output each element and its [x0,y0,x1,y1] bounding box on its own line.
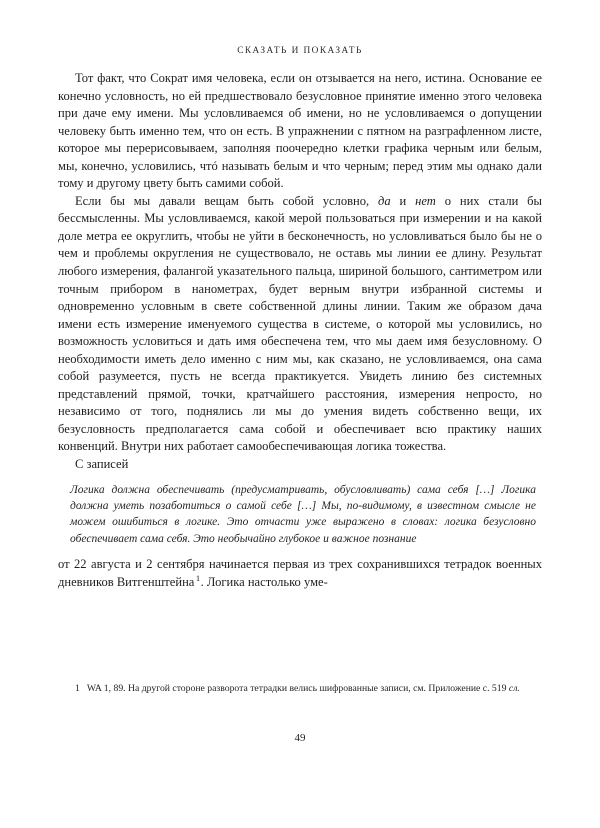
paragraph-1: Тот факт, что Сократ имя человека, если он отзывается на него, истина. Основание ее конечно условность, но ей предшествовало безусловное принятие именно этого человека при даче ему имени. Мы условливаемся об имени, но не условливаемся о допущении человеку быть именно тем, что он есть. В упражнении с пятном на разграфленном листе, которое мы перерисовываем, заполняя поочередно клетки графика черным или белым, мы, конечно, условились, чтó называть белым и что черным; перед этим мы однако дали тому и другому цвету быть самими собой. [58,71,542,191]
paragraph-after-quote [58,556,542,591]
paragraph-2-segment-1: Если бы мы давали вещам быть собой условно, [75,193,379,208]
block-quotation: Логика должна обеспечивать (предусматривать, обусловливать) сама себя […] Логика должна уметь позаботиться о самой себе […] Мы, по-видимому, в известном смысле не можем ошибиться в логике. Это отчасти уже выражено в словах: логика безусловно обеспечивает сама себя. Это необычайно глубокое и важное познание [70,483,536,545]
footnote-area [58,682,542,696]
source-note-line: С записей [75,457,129,472]
page-number: 49 [294,732,306,744]
paragraph-2 [58,193,542,456]
body-text-block [58,70,542,591]
footnote-1 [58,682,542,696]
footnote-reference-marker[interactable]: 1 [195,572,201,583]
footnote-number: 1 [75,683,80,694]
after-quote-segment-2: . Логика настолько уме- [200,574,328,589]
paragraph-2-segment-2: и [390,193,416,208]
running-head: СКАЗАТЬ И ПОКАЗАТЬ [237,46,363,56]
after-quote-segment-1: от 22 августа и 2 сентября начинается первая из трех сохранившихся тетрадок военных дневников Витгенштейна [58,557,542,589]
emphasis-net: нет [415,193,436,208]
footnote-text-italic: сл. [508,683,520,694]
paragraph-2-segment-3: о них стали бы бессмысленны. Мы условливаемся, какой мерой пользоваться при измерении и на какой доле метра ее округлить, чтобы не уйти в бесконечность, но условливаться было бы не о чем и проблемы округления не существовало, не оставь мы линии ее длину. Результат любого измерения, фалангой указательного пальца, шириной большого, сантиметром или точным прибором в нанометрах, будет верным внутри избранной системы и одновременно условным в свете собственной длины линии. Таким же образом дача имени есть измерение именуемого существа в системе, о которой мы условились, но возможность условиться и дать имя обеспечена тем, что мы даем имя безусловному. О необходимости иметь дело именно с ним мы, как сказано, не условливаемся, она сама собой разумеется, пусть не всегда практикуется. Увидеть линию без системных представлений прямой, точки, кратчайшего расстояния, измерения непросто, но независимо от того, поднялись ли мы до умения видеть собственно вещи, их безусловность предполагается сама собой и обеспечивает всю практику наших конвенций. Внутри них работает самообеспечивающая логика тожества. [58,193,542,454]
footnote-text-segment-1: WA 1, 89. На другой стороне разворота тетрадки велись шифрованные записи, см. Приложение с. 519 [86,683,509,694]
emphasis-da: да [378,193,391,208]
